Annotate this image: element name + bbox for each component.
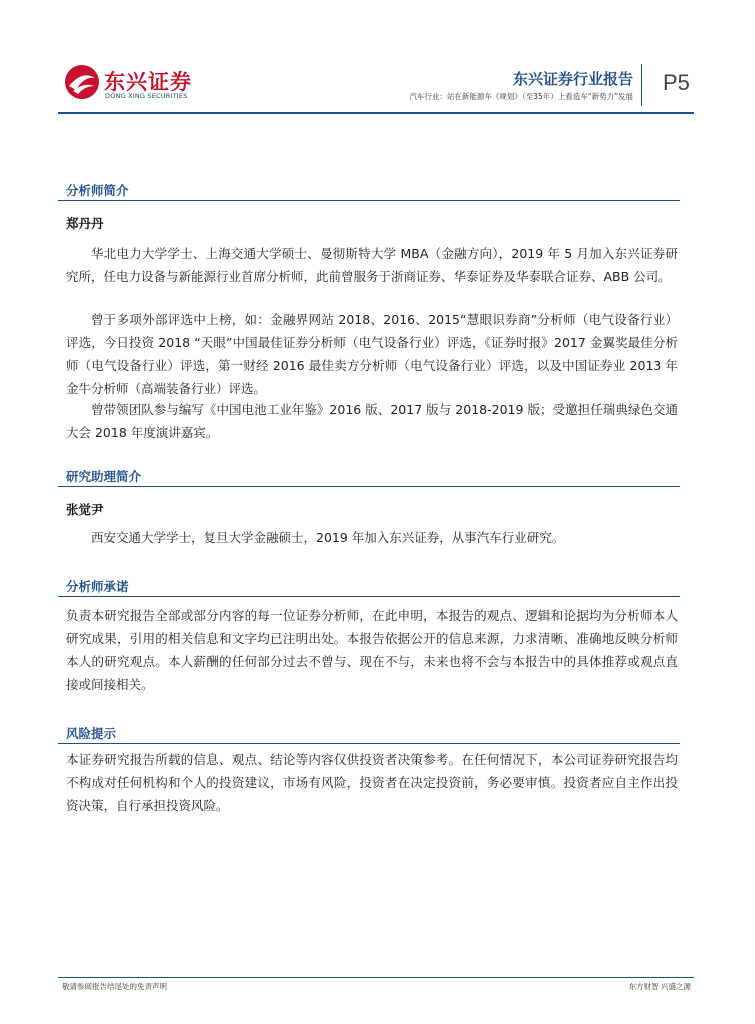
analyst-section-title: 分析师简介 — [66, 183, 129, 198]
company-logo — [64, 64, 194, 104]
assistant-section-title: 研究助理简介 — [66, 469, 142, 484]
logo-chinese-name: 东兴证券 — [104, 70, 192, 94]
analyst-name: 郑丹丹 — [66, 216, 104, 231]
commitment-paragraph: 负责本研究报告全部或部分内容的每一位证券分析师，在此申明，本报告的观点、逻辑和论据均为分析师本人研究成果，引用的相关信息和文字均已注明出处。本报告依据公开的信息来源，力求清晰、准确地反映分析师本人的研究观点。本人薪酬的任何部分过去不曾与、现在不与，未来也将不会与本报告中的具体推荐或观点直接或间接相关。 — [66, 608, 678, 692]
assistant-bio-paragraph: 西安交通大学学士，复旦大学金融硕士，2019 年加入东兴证券，从事汽车行业研究。 — [91, 530, 565, 545]
section-rule — [58, 743, 680, 744]
footer-rule — [58, 977, 694, 978]
analyst-activities-paragraph: 曾带领团队参与编写《中国电池工业年鉴》2016 版、2017 版与 2018-2019 版；受邀担任瑞典绿色交通大会 2018 年度演讲嘉宾。 — [66, 402, 678, 440]
footer-slogan: 东方财智 兴盛之源 — [628, 982, 691, 991]
assistant-name: 张觉尹 — [66, 502, 104, 517]
report-title: 东兴证券行业报告 — [512, 70, 633, 88]
header-divider — [641, 64, 642, 106]
page-header — [0, 0, 755, 118]
analyst-awards-paragraph: 曾于多项外部评选中上榜，如：金融界网站 2018、2016、2015“慧眼识券商”分析师（电气设备行业）评选，今日投资 2018 “天眼”中国最佳证券分析师（电气设备行业）评选，《证券时报》2017 金翼奖最佳分析师（电气设备行业）评选，第一财经 2016 最佳卖方分析师（电气设备行业）评选，以及中国证券业 2013 年金牛分析师（高端装备行业）评选。 — [66, 312, 678, 396]
section-rule — [58, 486, 680, 487]
report-subtitle: 汽车行业：站在新能源车《规划》（至35年）上看造车“新势力”发展 — [409, 92, 633, 101]
header-rule — [58, 112, 694, 114]
logo-mark-icon — [64, 64, 100, 100]
section-rule — [58, 596, 680, 597]
footer-disclaimer-note: 敬请参阅报告结尾处的免责声明 — [62, 982, 167, 991]
logo-english-name: DONG XING SECURITIES — [105, 92, 188, 100]
risk-section-title: 风险提示 — [66, 726, 117, 741]
analyst-bio-paragraph: 华北电力大学学士、上海交通大学硕士、曼彻斯特大学 MBA（金融方向），2019 年 5 月加入东兴证券研究所，任电力设备与新能源行业首席分析师，此前曾服务于浙商证券、华泰证券及华泰联合证券、ABB 公司。 — [66, 246, 678, 284]
section-rule — [58, 200, 680, 201]
page-number: P5 — [663, 70, 690, 95]
commitment-section-title: 分析师承诺 — [66, 579, 129, 594]
risk-paragraph: 本证券研究报告所载的信息、观点、结论等内容仅供投资者决策参考。在任何情况下，本公司证券研究报告均不构成对任何机构和个人的投资建议，市场有风险，投资者在决定投资前，务必要审慎。投资者应自主作出投资决策，自行承担投资风险。 — [66, 752, 678, 813]
